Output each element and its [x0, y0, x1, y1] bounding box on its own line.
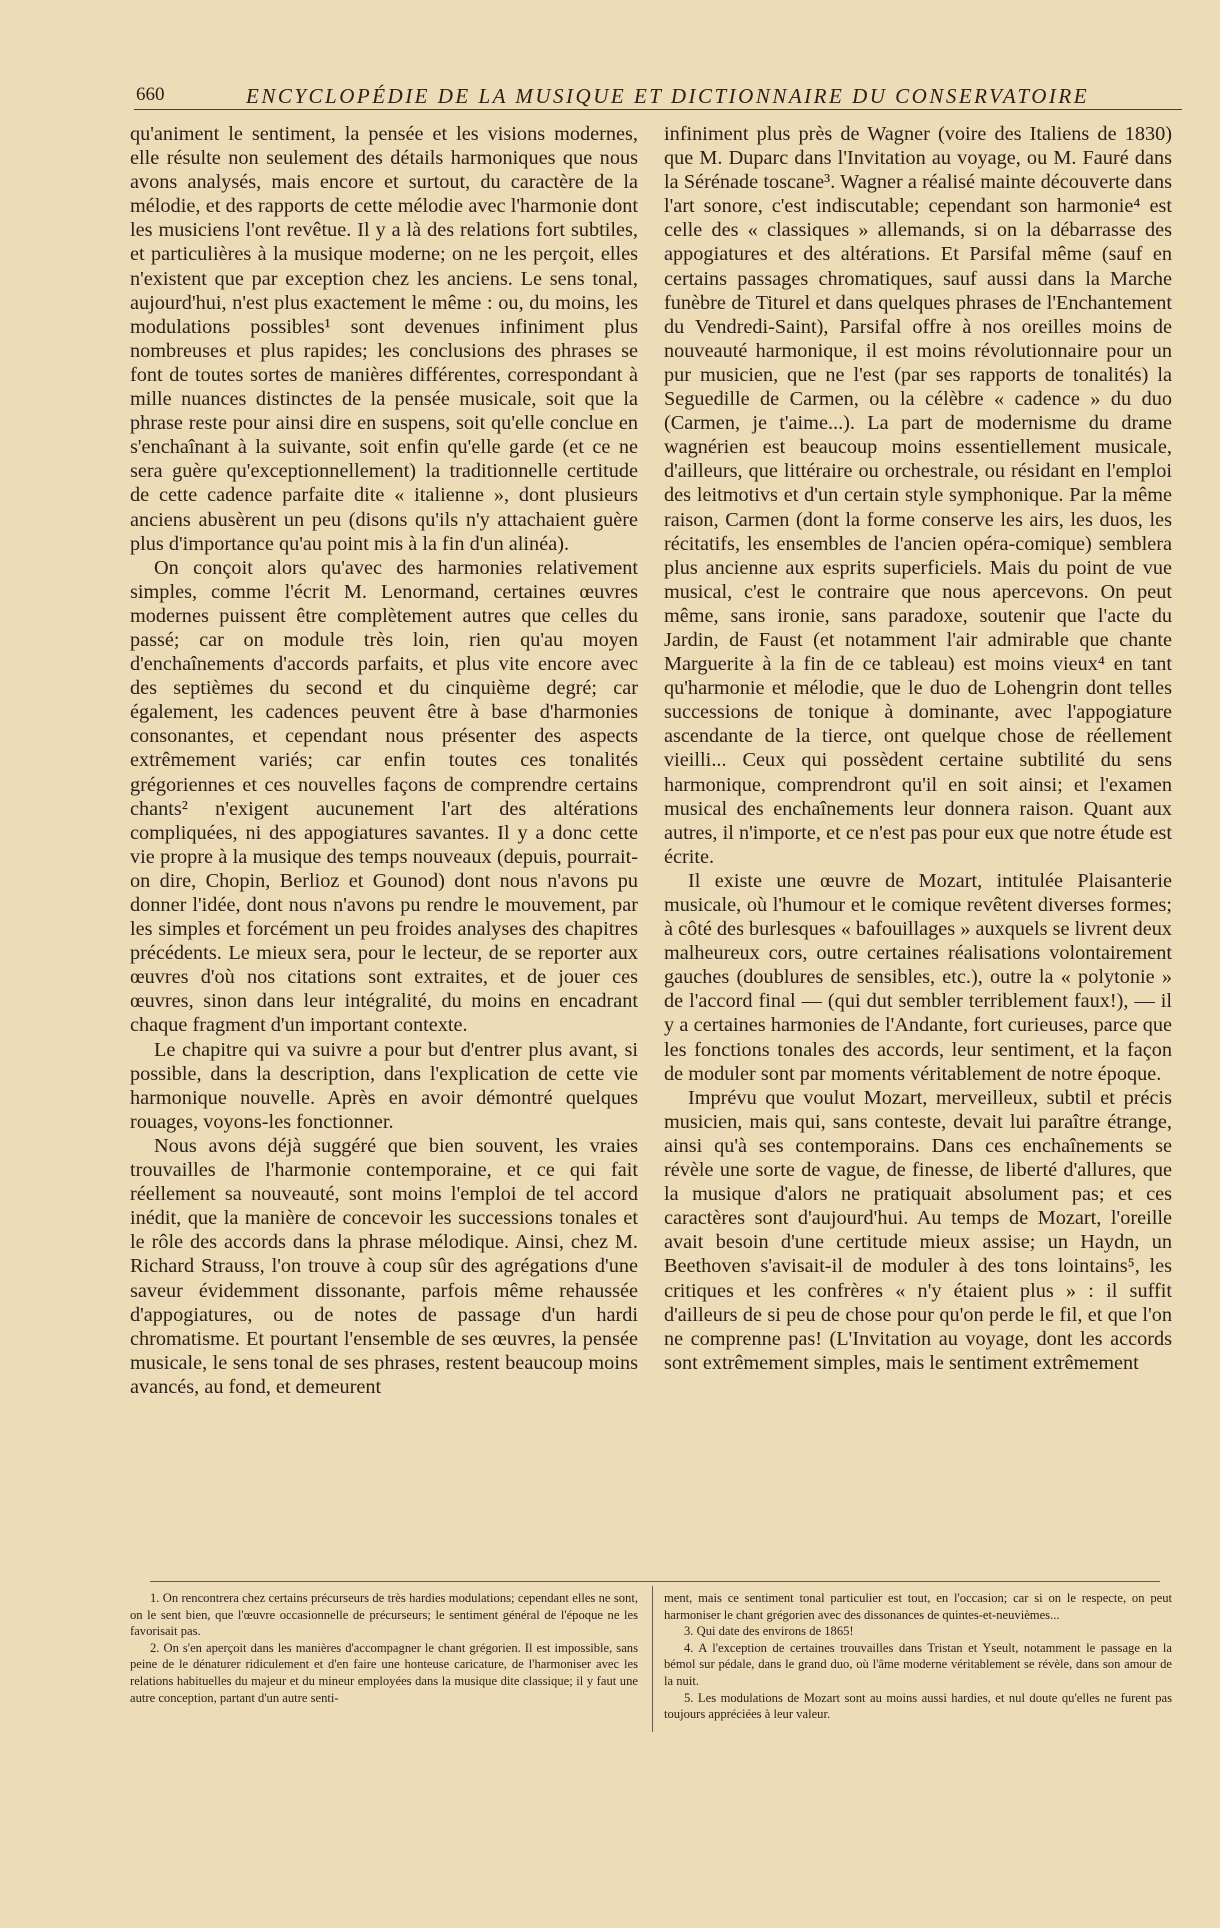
footnote: 2. On s'en aperçoit dans les manières d'accompagner le chant grégorien. Il est impossible, sans peine de le dénaturer ridiculement et d'en faire une honteuse caricature, de l'harmoniser avec les relations habituelles du majeur et du mineur employées dans la musique dite classique; il y faut une autre conception, partant d'un autre senti- [130, 1640, 638, 1705]
page-header [136, 84, 1182, 110]
running-title: ENCYCLOPÉDIE DE LA MUSIQUE ET DICTIONNAIRE DU CONSERVATOIRE [246, 84, 1090, 108]
paragraph: infiniment plus près de Wagner (voire des Italiens de 1830) que M. Duparc dans l'Invitation au voyage, ou M. Fauré dans la Sérénade toscane³. Wagner a réalisé mainte découverte dans l'art sonore, c'est indiscutable; cependant son harmonie⁴ est celle des « classiques » allemands, si on la débarrasse des appogiatures et des altérations. Et Parsifal même (sauf en certains passages chromatiques, sauf aussi dans la Marche funèbre de Titurel et dans quelques phrases de l'Enchantement du Vendredi-Saint), Parsifal offre à nos oreilles moins de nouveauté harmonique, il est moins révolutionnaire pour un pur musicien, que ne l'est (par ses rapports de tonalités) la Seguedille de Carmen, ou la célèbre « cadence » du duo (Carmen, je t'aime...). La part de modernisme du drame wagnérien est beaucoup moins essentiellement musicale, d'ailleurs, que littéraire ou orchestrale, ou résidant en l'emploi des leitmotivs et d'un certain style symphonique. Par la même raison, Carmen (dont la forme conserve les airs, les duos, les récitatifs, les ensembles de l'ancien opéra-comique) semblera plus ancienne aux esprits superficiels. Mais du point de vue musical, c'est le contraire que nous apercevons. On peut même, sans ironie, sans paradoxe, soutenir que l'acte du Jardin, de Faust (et notamment l'air admirable que chante Marguerite à la fin de ce tableau) est moins vieux⁴ en tant qu'harmonie et mélodie, que le duo de Lohengrin dont telles successions de tonique à dominante, avec l'appogiature ascendante de la tierce, ont quelque chose de réellement vieilli... Ceux qui possèdent certaine subtilité du sens harmonique, comprendront qu'il en soit ainsi; et l'examen musical des enchaînements leur donnera raison. Quant aux autres, il n'importe, et ce n'est pas pour eux que notre étude est écrite. [664, 123, 1172, 868]
footnote: ment, mais ce sentiment tonal particulier est tout, en l'occasion; car si on le respecte, on peut harmoniser le chant grégorien avec des dissonances de quintes-et-neuvièmes... [664, 1591, 1172, 1622]
header-rule [134, 109, 1182, 110]
paragraph: On conçoit alors qu'avec des harmonies relativement simples, comme l'écrit M. Lenormand, certaines œuvres modernes puissent être complètement autres que celles du passé; car on module très loin, rien qu'au moyen d'enchaînements d'accords parfaits, et plus vite encore avec des septièmes du second et du cinquième degré; car également, les cadences peuvent être à base d'harmonies consonantes, et cependant nous présenter des aspects extrêmement variés; car enfin toutes ces tonalités grégoriennes et ces nouvelles façons de comprendre certains chants² n'exigent aucunement l'art des altérations compliquées, ni des appogiatures savantes. Il y a donc cette vie propre à la musique des temps nouveaux (depuis, pourrait-on dire, Chopin, Berlioz et Gounod) dont nous n'avons pu donner l'idée, dont nous n'avons pu rendre le mouvement, par les simples et forcément un peu froides analyses des chapitres précédents. Le mieux sera, pour le lecteur, de se reporter aux œuvres d'où nos citations sont extraites, et de jouer ces œuvres, sinon dans leur intégralité, du moins en encadrant chaque fragment d'un important contexte. [130, 556, 638, 1037]
footnote: 5. Les modulations de Mozart sont au moins aussi hardies, et nul doute qu'elles ne furent pas toujours appréciées à leur valeur. [664, 1690, 1172, 1722]
footnote: 4. A l'exception de certaines trouvailles dans Tristan et Yseult, notamment le passage en la bémol sur pédale, dans le grand duo, où l'âme moderne véritablement se révèle, dans son amour de la nuit. [664, 1640, 1172, 1688]
footnote: 1. On rencontrera chez certains précurseurs de très hardies modulations; cependant elles ne sont, on le sent bien, que l'œuvre occasionnelle de précurseurs; le sentiment général de l'époque ne les favorisait pas. [130, 1591, 638, 1639]
right-column [664, 122, 1172, 1375]
footnotes-right [664, 1590, 1172, 1723]
footnote-divider [652, 1586, 653, 1732]
paragraph: Imprévu que voulut Mozart, merveilleux, subtil et précis musicien, mais qui, sans conteste, devait lui paraître étrange, ainsi qu'à ses contemporains. Dans ces enchaînements se révèle une sorte de vague, de finesse, de liberté d'allures, que la musique d'alors ne pratiquait absolument pas; et ces caractères sont d'aujourd'hui. Au temps de Mozart, l'oreille avait besoin d'une certitude mieux assise; un Haydn, un Beethoven s'avisait-il de moduler à des tons lointains⁵, les critiques et les confrères « n'y étaient plus » : il suffit d'ailleurs de si peu de chose pour qu'on perde le fil, et que l'on ne comprenne pas! (L'Invitation au voyage, dont les accords sont extrêmement simples, mais le sentiment extrêmement [664, 1086, 1172, 1374]
left-column [130, 122, 638, 1399]
paragraph: Le chapitre qui va suivre a pour but d'entrer plus avant, si possible, dans la description, dans l'explication de cette vie harmonique nouvelle. Après en avoir démontré quelques rouages, voyons-les fonctionner. [130, 1038, 638, 1133]
footnote: 3. Qui date des environs de 1865! [684, 1624, 854, 1639]
footnotes-left [130, 1590, 638, 1706]
paragraph: Il existe une œuvre de Mozart, intitulée Plaisanterie musicale, où l'humour et le comique revêtent diverses formes; à côté des burlesques « bafouillages » auxquels se livrent deux malheureux cors, outre certaines réalisations volontairement gauches (doublures de sensibles, etc.), outre la « polytonie » de l'accord final — (qui dut sembler terriblement faux!), — il y a certaines harmonies de l'Andante, fort curieuses, parce que les fonctions tonales des accords, leur sentiment, et la façon de moduler sont par moments véritablement de notre époque. [664, 869, 1173, 1085]
page-number: 660 [136, 84, 165, 105]
paragraph: Nous avons déjà suggéré que bien souvent, les vraies trouvailles de l'harmonie contemporaine, et ce qui fait réellement sa nouveauté, sont moins l'emploi de tel accord inédit, que la manière de concevoir les successions tonales et le rôle des accords dans la phrase mélodique. Ainsi, chez M. Richard Strauss, l'on trouve à coup sûr des agrégations d'une saveur évidemment dissonante, parfois même rehaussée d'appogiatures, ou de notes de passage d'un hardi chromatisme. Et pourtant l'ensemble de ses œuvres, la pensée musicale, le sens tonal de ses phrases, restent beaucoup moins avancés, au fond, et demeurent [130, 1134, 638, 1398]
paragraph: qu'animent le sentiment, la pensée et les visions modernes, elle résulte non seulement des détails harmoniques que nous avons analysés, mais encore et surtout, du caractère de la mélodie, et des rapports de cette mélodie avec l'harmonie dont les musiciens l'ont revêtue. Il y a là des relations fort subtiles, et particulières à la musique moderne; on ne les perçoit, elles n'existent que par exception chez les anciens. Le sens tonal, aujourd'hui, n'est plus exactement le même : ou, du moins, les modulations possibles¹ sont devenues infiniment plus nombreuses et plus rapides; les conclusions des phrases se font de toutes sortes de manières différentes, correspondant à mille nuances distinctes de la pensée musicale, soit que la phrase reste pour ainsi dire en suspens, soit qu'elle conclue en s'enchaînant à la suivante, soit enfin qu'elle garde (et ce ne sera guère qu'exceptionnellement) la traditionnelle certitude de cette cadence parfaite dite « italienne », dont plusieurs anciens abusèrent un peu (disons qu'ils n'y attachaient guère plus d'importance qu'au point mis à la fin d'un alinéa). [130, 123, 638, 555]
footnote-rule [150, 1581, 1160, 1582]
